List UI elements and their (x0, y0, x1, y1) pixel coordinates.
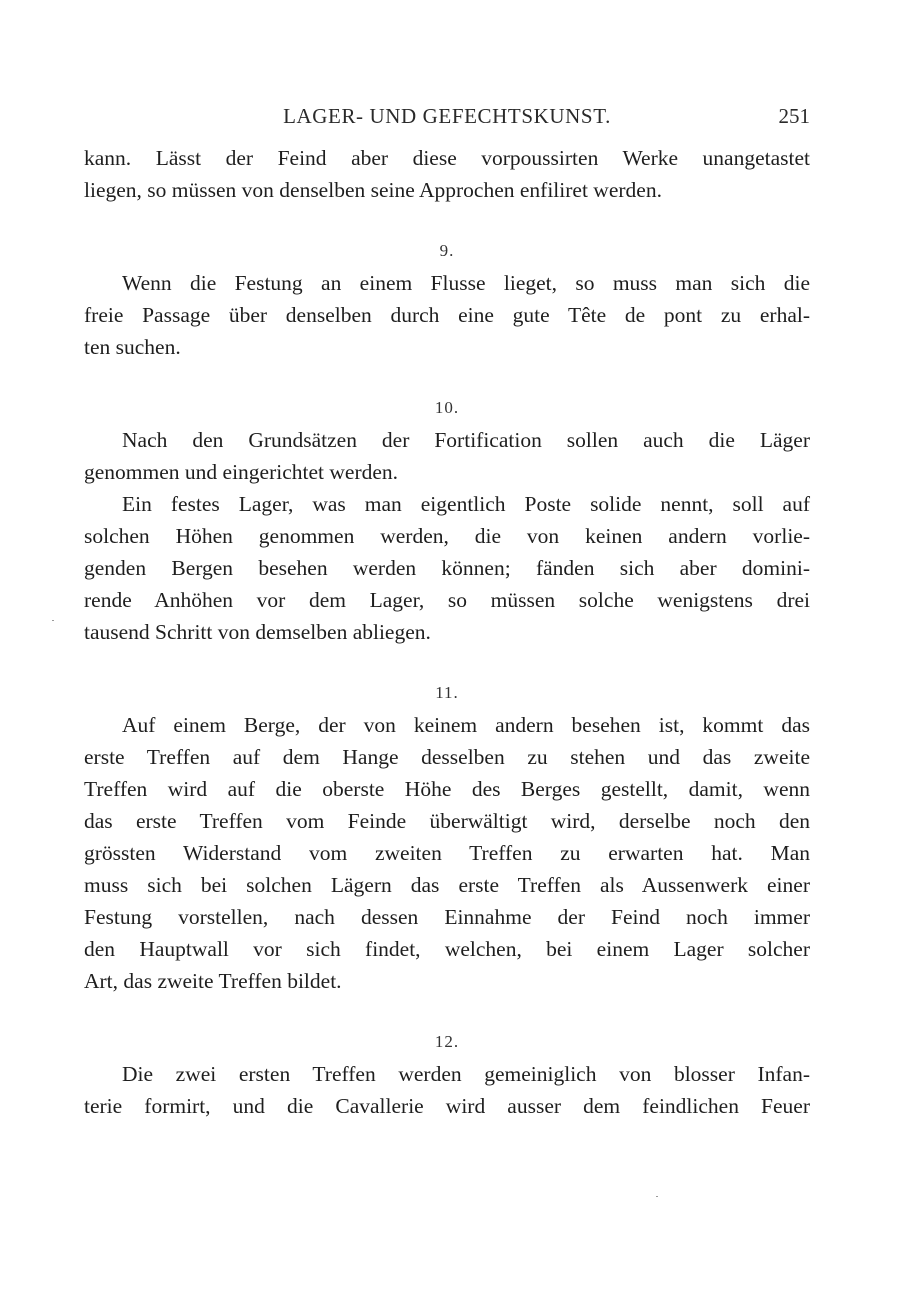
paper-speck (656, 1196, 658, 1197)
text-line: tausend Schritt von demselben abliegen. (84, 620, 431, 644)
page-header (84, 104, 810, 134)
paper-speck (52, 620, 54, 621)
text-line: kann. Lässt der Feind aber diese vorpoussirten Werke unangetastet (84, 146, 810, 170)
paragraph-first-line: Ein festes Lager, was man eigentlich Poste solide nennt, soll auf (122, 492, 810, 516)
text-line: solchen Höhen genommen werden, die von keinen andern vorlie- (84, 524, 810, 548)
text-line: grössten Widerstand vom zweiten Treffen zu erwarten hat. Man (84, 841, 810, 865)
section-number: 10. (434, 398, 460, 417)
paragraph-first-line: Die zwei ersten Treffen werden gemeiniglich von blosser Infan- (122, 1062, 810, 1086)
section-number: 9. (439, 241, 455, 260)
text-line: Festung vorstellen, nach dessen Einnahme der Feind noch immer (84, 905, 810, 929)
text-line: das erste Treffen vom Feinde überwältigt wird, derselbe noch den (84, 809, 810, 833)
paragraph-first-line: Auf einem Berge, der von keinem andern besehen ist, kommt das (122, 713, 810, 737)
text-line: genden Bergen besehen werden können; fänden sich aber domini- (84, 556, 810, 580)
text-line: Art, das zweite Treffen bildet. (84, 969, 342, 993)
text-line: den Hauptwall vor sich findet, welchen, bei einem Lager solcher (84, 937, 810, 961)
text-line: Treffen wird auf die oberste Höhe des Berges gestellt, damit, wenn (84, 777, 810, 801)
text-line: genommen und eingerichtet werden. (84, 460, 399, 484)
paragraph-first-line: Wenn die Festung an einem Flusse lieget, so muss man sich die (122, 271, 810, 295)
text-line: rende Anhöhen vor dem Lager, so müssen solche wenigstens drei (84, 588, 810, 612)
text-line: erste Treffen auf dem Hange desselben zu stehen und das zweite (84, 745, 810, 769)
text-line: ten suchen. (84, 335, 181, 359)
page-body (84, 142, 810, 1122)
text-line: terie formirt, und die Cavallerie wird ausser dem feindlichen Feuer (84, 1094, 810, 1118)
running-title: LAGER- UND GEFECHTSKUNST. (283, 104, 611, 128)
text-line: freie Passage über denselben durch eine gute Tête de pont zu erhal- (84, 303, 810, 327)
page-number: 251 (778, 104, 810, 128)
text-line: liegen, so müssen von denselben seine Approchen enfiliret werden. (84, 178, 662, 202)
text-line: muss sich bei solchen Lägern das erste Treffen als Aussenwerk einer (84, 873, 810, 897)
section-number: 11. (435, 683, 459, 702)
paragraph-first-line: Nach den Grundsätzen der Fortification sollen auch die Läger (122, 428, 810, 452)
section-number: 12. (434, 1032, 460, 1051)
